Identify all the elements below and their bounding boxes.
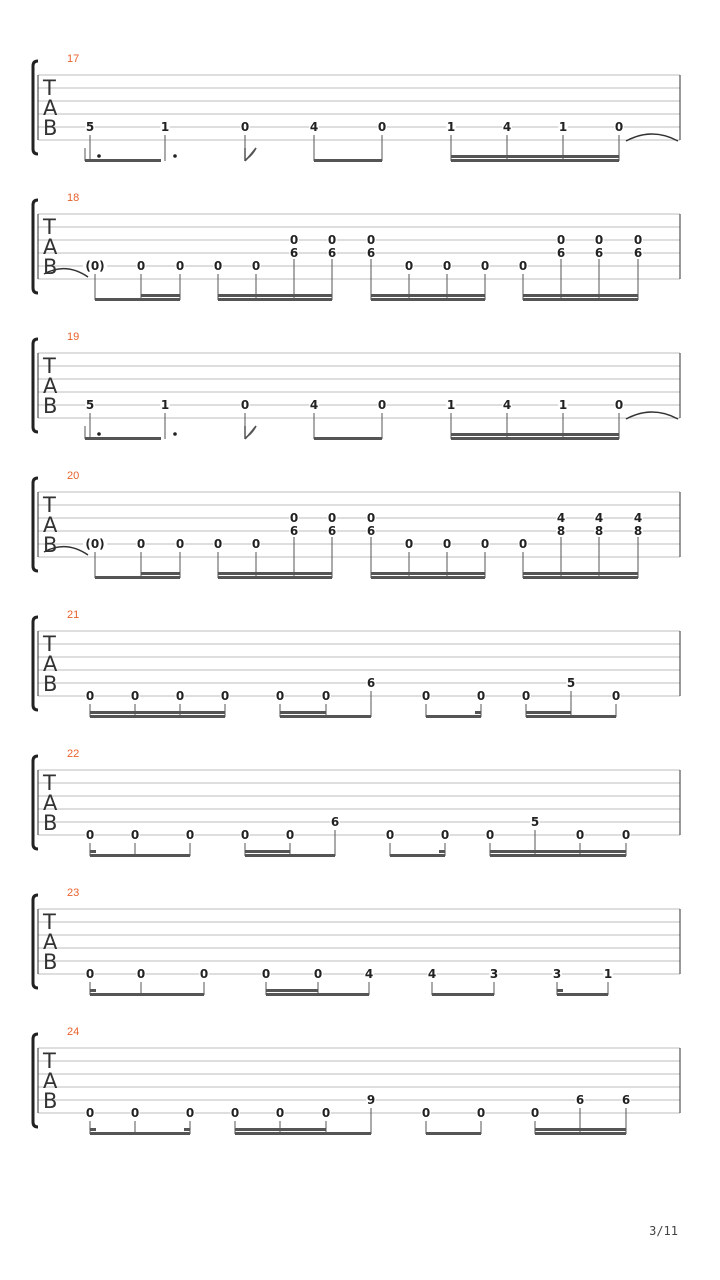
fret-number: 0	[85, 1106, 95, 1120]
fret-number: 1	[446, 120, 456, 134]
measure-number: 20	[67, 470, 80, 482]
tab-clef-letter: T	[43, 771, 56, 795]
fret-number: 4	[364, 967, 374, 981]
note-beam	[426, 715, 481, 718]
note-beam	[85, 437, 161, 440]
fret-number: 5	[566, 676, 576, 690]
fret-number: 0	[240, 398, 250, 412]
tab-clef-letter: A	[43, 652, 58, 676]
note-beam	[218, 294, 332, 297]
tab-clef-letter: T	[43, 493, 56, 517]
measure-number: 19	[67, 331, 80, 343]
fret-number: 0	[476, 689, 486, 703]
fret-number: 1	[603, 967, 613, 981]
fret-number: 4	[309, 398, 319, 412]
page-number: 3/11	[649, 1224, 678, 1238]
tab-clef-letter: A	[43, 235, 58, 259]
fret-number: 0	[442, 259, 452, 273]
fret-number: 0	[518, 259, 528, 273]
fret-number: 0	[421, 689, 431, 703]
system-bracket	[33, 756, 38, 849]
fret-number: 0	[213, 259, 223, 273]
tab-clef-letter: B	[43, 394, 58, 418]
fret-number: 0	[614, 120, 624, 134]
fret-number: 0	[404, 259, 414, 273]
tab-system	[33, 1026, 680, 1135]
fret-number: 0	[185, 1106, 195, 1120]
fret-number: 0	[289, 511, 299, 525]
fret-number: 0	[213, 537, 223, 551]
fret-number: 0	[442, 537, 452, 551]
fret-number: 4	[556, 511, 566, 525]
fret-number: 0	[440, 828, 450, 842]
fret-number: 8	[594, 524, 604, 538]
fret-number: 0	[611, 689, 621, 703]
fret-number: 0	[130, 1106, 140, 1120]
fret-number: 4	[594, 511, 604, 525]
fret-number: 0	[377, 398, 387, 412]
tab-clef-letter: T	[43, 76, 56, 100]
note-beam	[523, 298, 638, 301]
tab-clef-letter: T	[43, 1049, 56, 1073]
fret-number: 8	[556, 524, 566, 538]
note-beam	[280, 711, 326, 714]
note-beam	[557, 993, 608, 996]
system-bracket	[33, 61, 38, 154]
note-beam	[439, 850, 445, 853]
note-beam	[526, 711, 571, 714]
note-beam	[314, 437, 382, 440]
note-beam	[218, 576, 332, 579]
fret-number: 0	[480, 537, 490, 551]
note-beam	[235, 1132, 371, 1135]
fret-number: 0	[521, 689, 531, 703]
note-beam	[90, 1128, 96, 1131]
fret-number: 0	[251, 537, 261, 551]
fret-number: 6	[366, 246, 376, 260]
note-beam	[235, 1128, 326, 1131]
system-bracket	[33, 200, 38, 293]
tab-system	[33, 748, 680, 857]
note-beam	[218, 572, 332, 575]
measure-number: 24	[67, 1026, 80, 1038]
fret-number: 6	[327, 246, 337, 260]
eighth-flag	[245, 148, 256, 161]
fret-number: 0	[85, 828, 95, 842]
tab-clef-letter: T	[43, 910, 56, 934]
fret-number: 0	[476, 1106, 486, 1120]
note-beam	[451, 433, 619, 436]
note-beam	[266, 989, 318, 992]
fret-number: 6	[594, 246, 604, 260]
note-beam	[90, 1132, 190, 1135]
note-beam	[245, 854, 335, 857]
fret-number: 6	[289, 524, 299, 538]
note-beam	[535, 1132, 626, 1135]
fret-number: 1	[160, 398, 170, 412]
fret-number: 0	[175, 537, 185, 551]
note-beam	[314, 159, 382, 162]
fret-number: 0	[185, 828, 195, 842]
system-bracket	[33, 895, 38, 988]
note-beam	[526, 715, 616, 718]
tab-clef-letter: A	[43, 791, 58, 815]
measure-number: 17	[67, 53, 80, 65]
fret-number: 9	[366, 1093, 376, 1107]
note-beam	[535, 1128, 626, 1131]
note-beam	[218, 298, 332, 301]
note-beam	[451, 159, 619, 162]
fret-number: 6	[330, 815, 340, 829]
fret-number: 0	[321, 689, 331, 703]
fret-number: 0	[556, 233, 566, 247]
fret-number: 4	[502, 120, 512, 134]
fret-number: 0	[327, 233, 337, 247]
tab-clef-letter: B	[43, 255, 58, 279]
fret-number: 0	[621, 828, 631, 842]
note-beam	[426, 1132, 481, 1135]
note-beam	[90, 989, 96, 992]
tab-system	[33, 53, 680, 162]
note-beam	[371, 294, 485, 297]
note-beam	[475, 711, 481, 714]
fret-number: 0	[130, 689, 140, 703]
tab-clef-letter: T	[43, 632, 56, 656]
fret-number: 5	[85, 120, 95, 134]
fret-number: 0	[633, 233, 643, 247]
note-beam	[90, 711, 225, 714]
measure-number: 18	[67, 192, 80, 204]
note-beam	[523, 294, 638, 297]
note-beam	[432, 993, 494, 996]
eighth-flag	[245, 426, 256, 439]
fret-number: 0	[199, 967, 209, 981]
fret-number: 4	[633, 511, 643, 525]
system-bracket	[33, 1034, 38, 1127]
note-beam	[451, 437, 619, 440]
fret-number: 4	[309, 120, 319, 134]
fret-number: 0	[175, 689, 185, 703]
note-beam	[280, 715, 371, 718]
tab-system	[33, 609, 680, 718]
tab-clef-letter: A	[43, 1069, 58, 1093]
dot	[97, 154, 101, 158]
fret-number: 0	[175, 259, 185, 273]
fret-number: 0	[614, 398, 624, 412]
fret-number: 0	[130, 828, 140, 842]
fret-number: 3	[552, 967, 562, 981]
tab-clef-letter: A	[43, 96, 58, 120]
fret-number: 0	[404, 537, 414, 551]
tab-clef-letter: T	[43, 354, 56, 378]
fret-number: 6	[621, 1093, 631, 1107]
fret-number: 1	[160, 120, 170, 134]
measure-number: 23	[67, 887, 80, 899]
fret-number: 0	[327, 511, 337, 525]
dot	[173, 432, 177, 436]
fret-number: 0	[518, 537, 528, 551]
tab-clef-letter: A	[43, 930, 58, 954]
fret-number: 6	[556, 246, 566, 260]
tab-clef-letter: B	[43, 672, 58, 696]
measure-number: 21	[67, 609, 80, 621]
fret-number: 6	[575, 1093, 585, 1107]
dot	[173, 154, 177, 158]
note-beam	[90, 850, 96, 853]
note-beam	[490, 854, 626, 857]
fret-number: 5	[530, 815, 540, 829]
fret-number: (0)	[85, 259, 105, 273]
tab-system	[33, 192, 680, 301]
system-bracket	[33, 478, 38, 571]
fret-number: 6	[366, 676, 376, 690]
fret-number: 5	[85, 398, 95, 412]
fret-number: 8	[633, 524, 643, 538]
fret-number: 0	[385, 828, 395, 842]
fret-number: 3	[489, 967, 499, 981]
tab-clef-letter: B	[43, 811, 58, 835]
fret-number: 0	[421, 1106, 431, 1120]
fret-number: 0	[275, 1106, 285, 1120]
fret-number: 0	[230, 1106, 240, 1120]
dot	[97, 432, 101, 436]
fret-number: 0	[313, 967, 323, 981]
fret-number: (0)	[85, 537, 105, 551]
fret-number: 0	[85, 967, 95, 981]
note-beam	[490, 850, 626, 853]
fret-number: 0	[136, 259, 146, 273]
note-beam	[371, 298, 485, 301]
fret-number: 0	[321, 1106, 331, 1120]
note-beam	[523, 576, 638, 579]
note-beam	[85, 159, 161, 162]
tab-clef-letter: B	[43, 533, 58, 557]
tab-system	[33, 331, 680, 440]
note-beam	[95, 576, 180, 579]
system-bracket	[33, 339, 38, 432]
fret-number: 0	[530, 1106, 540, 1120]
fret-number: 0	[85, 689, 95, 703]
fret-number: 6	[366, 524, 376, 538]
note-beam	[141, 572, 180, 575]
note-beam	[390, 854, 445, 857]
fret-number: 0	[240, 120, 250, 134]
system-bracket	[33, 617, 38, 710]
note-beam	[557, 989, 563, 992]
fret-number: 0	[366, 511, 376, 525]
tab-clef-letter: B	[43, 116, 58, 140]
tab-clef-letter: A	[43, 374, 58, 398]
note-beam	[90, 715, 225, 718]
note-beam	[184, 1128, 190, 1131]
tab-clef-letter: A	[43, 513, 58, 537]
note-beam	[371, 572, 485, 575]
fret-number: 0	[251, 259, 261, 273]
note-beam	[95, 298, 180, 301]
fret-number: 0	[366, 233, 376, 247]
note-beam	[90, 854, 190, 857]
fret-number: 4	[427, 967, 437, 981]
note-beam	[451, 155, 619, 158]
fret-number: 4	[502, 398, 512, 412]
note-beam	[266, 993, 369, 996]
fret-number: 6	[327, 524, 337, 538]
tab-system	[33, 887, 680, 996]
note-beam	[523, 572, 638, 575]
tab-clef-letter: B	[43, 950, 58, 974]
fret-number: 0	[240, 828, 250, 842]
fret-number: 0	[275, 689, 285, 703]
note-beam	[141, 294, 180, 297]
fret-number: 0	[136, 537, 146, 551]
fret-number: 0	[289, 233, 299, 247]
fret-number: 6	[633, 246, 643, 260]
note-beam	[371, 576, 485, 579]
fret-number: 0	[485, 828, 495, 842]
fret-number: 0	[261, 967, 271, 981]
fret-number: 0	[575, 828, 585, 842]
fret-number: 1	[558, 120, 568, 134]
fret-number: 0	[594, 233, 604, 247]
fret-number: 1	[558, 398, 568, 412]
fret-number: 6	[289, 246, 299, 260]
fret-number: 0	[220, 689, 230, 703]
fret-number: 0	[480, 259, 490, 273]
fret-number: 1	[446, 398, 456, 412]
note-beam	[90, 993, 204, 996]
tab-system	[33, 470, 680, 579]
fret-number: 0	[285, 828, 295, 842]
fret-number: 0	[136, 967, 146, 981]
note-beam	[245, 850, 290, 853]
measure-number: 22	[67, 748, 80, 760]
tab-clef-letter: B	[43, 1089, 58, 1113]
tab-clef-letter: T	[43, 215, 56, 239]
fret-number: 0	[377, 120, 387, 134]
